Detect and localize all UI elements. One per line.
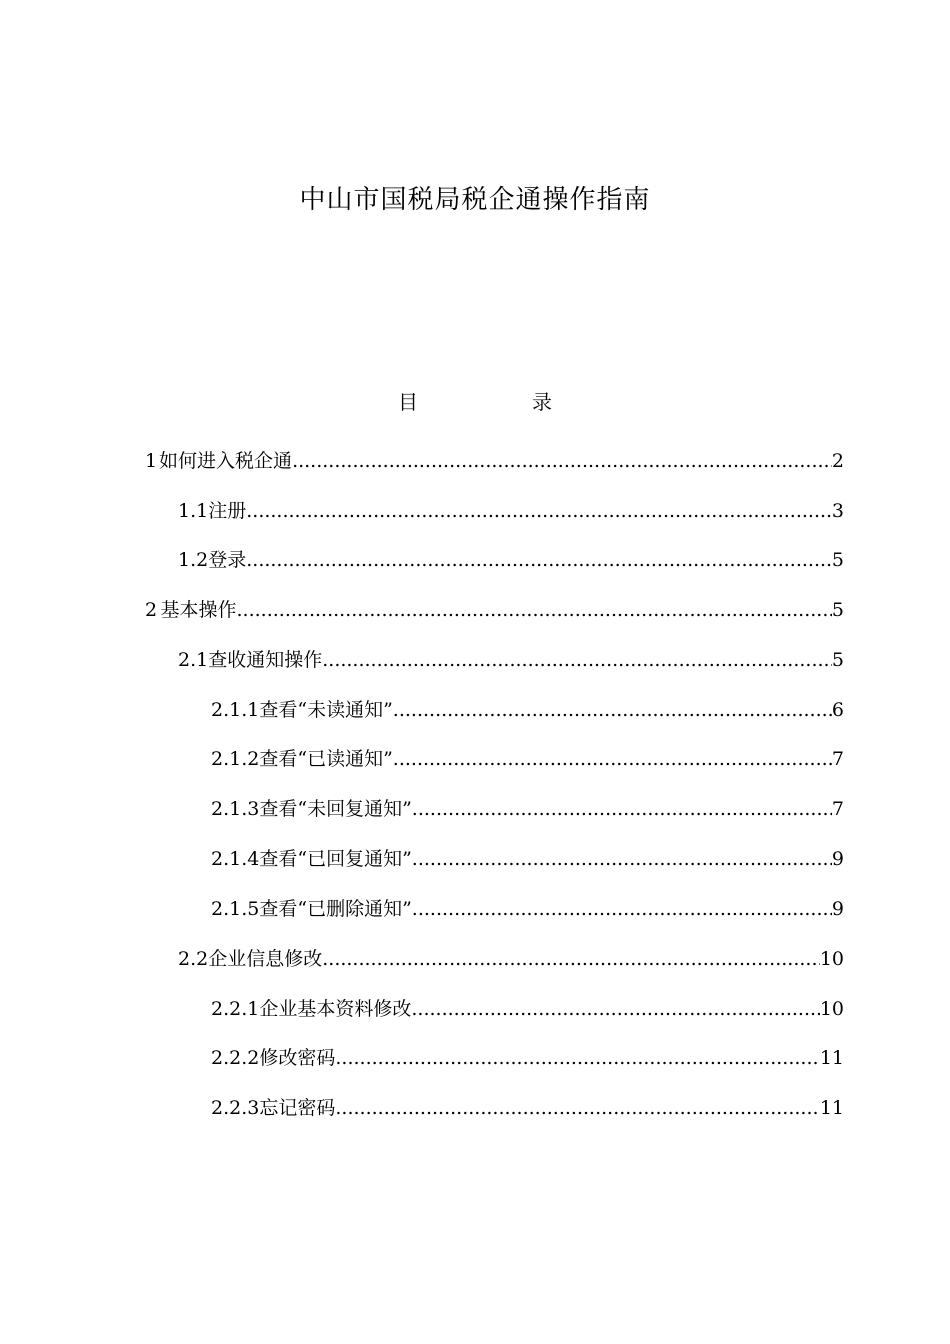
toc-entry-page: 9 <box>831 898 844 920</box>
toc-entry-page: 3 <box>831 500 844 522</box>
toc-leader-dots <box>246 545 832 575</box>
toc-leader-dots <box>322 645 832 675</box>
toc-entry-page: 2 <box>831 450 844 472</box>
toc-entry[interactable] <box>178 944 844 974</box>
toc-entry-title: 企业基本资料修改 <box>259 998 412 1020</box>
toc-leader-dots <box>412 794 832 824</box>
toc-entry-title: 修改密码 <box>259 1047 336 1069</box>
toc-entry-title: 注册 <box>208 500 247 522</box>
toc-leader-dots <box>335 1093 819 1123</box>
toc-leader-dots <box>411 994 819 1024</box>
toc-entry-page: 11 <box>819 1097 844 1119</box>
toc-entry-page: 5 <box>831 649 844 671</box>
toc-entry-title: 查看“已回复通知” <box>259 848 412 870</box>
toc-entry-number: 2.2.2 <box>211 1047 260 1069</box>
toc-entry[interactable] <box>178 545 844 575</box>
toc-entry[interactable] <box>178 645 844 675</box>
toc-leader-dots <box>237 595 832 625</box>
toc-entry-number: 2.2 <box>178 948 209 970</box>
toc-leader-dots <box>246 496 832 526</box>
toc-entry-title: 查看“未回复通知” <box>259 798 412 820</box>
toc-entry[interactable] <box>211 1093 844 1123</box>
toc-entry[interactable] <box>178 496 844 526</box>
toc-entry[interactable] <box>211 844 844 874</box>
toc-entry-title: 查看“未读通知” <box>259 699 393 721</box>
toc-entry-number: 2.1.1 <box>211 699 260 721</box>
toc-entry-page: 11 <box>819 1047 844 1069</box>
toc-entry-number: 2.1 <box>178 649 209 671</box>
toc-entry-page: 9 <box>831 848 844 870</box>
toc-leader-dots <box>412 894 832 924</box>
toc-leader-dots <box>393 744 832 774</box>
document-title: 中山市国税局税企通操作指南 <box>299 185 651 215</box>
toc-leader-dots <box>292 446 832 476</box>
toc-entry-title: 忘记密码 <box>259 1097 336 1119</box>
toc-entry-number: 2.1.5 <box>211 898 260 920</box>
toc-leader-dots <box>322 944 820 974</box>
toc-entry-page: 10 <box>819 998 844 1020</box>
toc-entry[interactable] <box>145 595 844 625</box>
toc-entry-page: 6 <box>831 699 844 721</box>
toc-entry-number: 1.2 <box>178 549 209 571</box>
toc-entry[interactable] <box>211 1043 844 1073</box>
toc-leader-dots <box>412 844 832 874</box>
toc-entry[interactable] <box>211 794 844 824</box>
toc-entry-number: 2.1.4 <box>211 848 260 870</box>
toc-entry-number: 2.1.2 <box>211 748 260 770</box>
toc-entry-number: 2.2.1 <box>211 998 260 1020</box>
toc-entry-title: 查收通知操作 <box>208 649 323 671</box>
toc-heading <box>0 386 950 414</box>
toc-entry-title: 企业信息修改 <box>208 948 323 970</box>
toc-entry-title: 查看“已删除通知” <box>259 898 412 920</box>
toc-entry[interactable] <box>145 446 844 476</box>
toc-entry-title: 登录 <box>208 549 247 571</box>
toc-entry-page: 10 <box>819 948 844 970</box>
toc-entry-page: 5 <box>831 549 844 571</box>
toc-entry-number: 1.1 <box>178 500 209 522</box>
toc-entry-page: 7 <box>831 798 844 820</box>
toc-heading-char-2: 录 <box>532 390 552 414</box>
toc-leader-dots <box>335 1043 819 1073</box>
toc-heading-char-1: 目 <box>398 390 418 414</box>
toc-entry-title: 基本操作 <box>160 599 237 621</box>
toc-entry-title: 如何进入税企通 <box>159 450 293 472</box>
toc-entry-number: 2 <box>145 599 158 621</box>
toc-entry-page: 5 <box>831 599 844 621</box>
toc-entry-number: 2.2.3 <box>211 1097 260 1119</box>
toc-entry[interactable] <box>211 744 844 774</box>
toc-leader-dots <box>393 695 832 725</box>
toc-entry-title: 查看“已读通知” <box>259 748 393 770</box>
toc-entry[interactable] <box>211 894 844 924</box>
toc-entry[interactable] <box>211 695 844 725</box>
toc-entry-page: 7 <box>831 748 844 770</box>
toc-entry-number: 2.1.3 <box>211 798 260 820</box>
toc-entry[interactable] <box>211 994 844 1024</box>
toc-entry-number: 1 <box>145 450 158 472</box>
